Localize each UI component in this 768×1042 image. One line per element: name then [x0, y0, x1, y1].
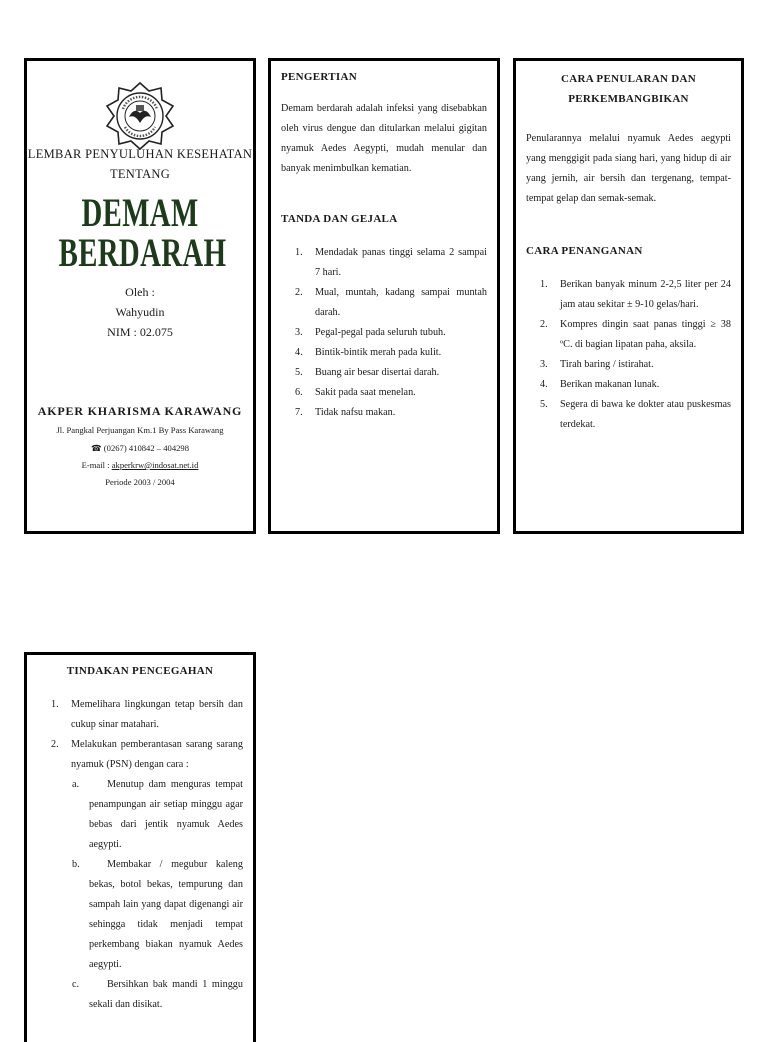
symptom-item-number: 2.: [295, 287, 303, 298]
symptom-item-number: 4.: [295, 347, 303, 358]
author-name: Wahyudin: [115, 305, 165, 319]
treatment-heading: CARA PENANGANAN: [526, 245, 643, 257]
prevention-item-number: 2.: [51, 739, 59, 750]
symptom-item-text: Mendadak panas tinggi selama 2 sampai 7 hari.: [315, 247, 487, 278]
treatment-item-text: Berikan banyak minum 2-2,5 liter per 24 jam atau sekitar ± 9-10 gelas/hari.: [560, 279, 731, 310]
cover-title-line2: TENTANG: [109, 167, 171, 181]
symptom-item-text: Pegal-pegal pada seluruh tubuh.: [315, 327, 446, 338]
symptom-item-text: Mual, muntah, kadang sampai muntah darah.: [315, 287, 487, 318]
definition-heading: PENGERTIAN: [281, 71, 357, 83]
treatment-item: [540, 275, 731, 315]
symptom-item: [295, 323, 487, 343]
prevention-item-text: Melakukan pemberantasan sarang sarang nyamuk (PSN) dengan cara :: [71, 739, 243, 770]
institution-name: AKPER KHARISMA KARAWANG: [37, 404, 243, 418]
treatment-item-number: 3.: [540, 359, 548, 370]
prevention-heading: TINDAKAN PENCEGAHAN: [66, 665, 214, 677]
transmission-text: Penularannya melalui nyamuk Aedes aegypti yang menggigit pada siang hari, yang hidup di air yang jernih, air bersih dan tergenang, tempat-tempat gelap dan semak-semak.: [526, 133, 731, 204]
prevention-sub-item-text: Membakar / megubur kaleng bekas, botol bekas, tempurung dan sampah lain yang dapat digenangi air sehingga tidak menjadi tempat perkembang biakan nyamuk Aedes aegypti.: [89, 859, 243, 970]
email-label: E-mail :: [81, 460, 112, 470]
prevention-item-number: 1.: [51, 699, 59, 710]
prevention-sub-item: [72, 855, 243, 975]
prevention-sub-item: [72, 975, 243, 1015]
main-title: DEMAM BERDARAH: [58, 190, 227, 275]
prevention-sub-item-text: Menutup dam menguras tempat penampungan air setiap minggu agar bebas dari jentik nyamuk Aedes aegypti.: [89, 779, 243, 850]
treatment-item: [540, 395, 731, 435]
prevention-sub-item-letter: b.: [72, 859, 80, 870]
institution-phone: ☎ (0267) 410842 – 404298: [90, 443, 190, 453]
treatment-item-number: 5.: [540, 399, 548, 410]
symptom-item: [295, 363, 487, 383]
symptoms-heading: TANDA DAN GEJALA: [281, 213, 398, 225]
symptom-item-text: Sakit pada saat menelan.: [315, 387, 416, 398]
symptom-item: [295, 343, 487, 363]
treatment-item: [540, 315, 731, 355]
transmission-heading-line1: CARA PENULARAN DAN: [561, 73, 696, 85]
symptom-item-text: Bintik-bintik merah pada kulit.: [315, 347, 442, 358]
definition-text: Demam berdarah adalah infeksi yang disebabkan oleh virus dengue dan ditularkan melalui gigitan nyamuk Aedes Aegypti, mudah menular dan banyak menimbulkan kematian.: [281, 103, 487, 174]
prevention-item: [51, 695, 243, 735]
period-text: Periode 2003 / 2004: [105, 477, 175, 487]
treatment-item: [540, 375, 731, 395]
transmission-heading-line2: PERKEMBANGBIKAN: [568, 93, 689, 105]
institution-address: Jl. Pangkal Perjuangan Km.1 By Pass Karawang: [56, 425, 224, 435]
cover-panel: [24, 58, 256, 534]
prevention-sub-item-text: Bersihkan bak mandi 1 minggu sekali dan disikat.: [89, 979, 243, 1010]
prevention-panel: [24, 652, 256, 1042]
prevention-sub-item: [72, 775, 243, 855]
prevention-sub-item-letter: a.: [72, 779, 80, 790]
treatment-item: [540, 355, 731, 375]
symptom-item-text: Tidak nafsu makan.: [315, 407, 396, 418]
symptom-item: [295, 403, 487, 423]
symptom-item-text: Buang air besar disertai darah.: [315, 367, 440, 378]
symptoms-list: [281, 243, 487, 423]
symptom-item-number: 6.: [295, 387, 303, 398]
institution-email: [27, 460, 253, 470]
symptom-item: [295, 383, 487, 403]
prevention-sub-item-letter: c.: [72, 979, 80, 990]
institution-seal-icon: [99, 81, 181, 151]
symptom-item: [295, 283, 487, 323]
treatment-list: [526, 275, 731, 435]
definition-panel: [268, 58, 500, 534]
prevention-item-text: Memelihara lingkungan tetap bersih dan cukup sinar matahari.: [71, 699, 243, 730]
email-link[interactable]: akperkrw@indosat.net.id: [111, 460, 199, 470]
treatment-item-text: Tirah baring / istirahat.: [560, 359, 654, 370]
prevention-list: [37, 695, 243, 1015]
prevention-sub-list: [71, 775, 243, 1015]
treatment-item-number: 2.: [540, 319, 548, 330]
symptom-item-number: 3.: [295, 327, 303, 338]
symptom-item-number: 5.: [295, 367, 303, 378]
symptom-item-number: 1.: [295, 247, 303, 258]
treatment-item-text: Berikan makanan lunak.: [560, 379, 660, 390]
treatment-item-text: Kompres dingin saat panas tinggi ≥ 38 ºC. di bagian lipatan paha, aksila.: [560, 319, 731, 350]
treatment-item-number: 4.: [540, 379, 548, 390]
treatment-item-text: Segera di bawa ke dokter atau puskesmas terdekat.: [560, 399, 731, 430]
symptom-item-number: 7.: [295, 407, 303, 418]
treatment-item-number: 1.: [540, 279, 548, 290]
author-nim: NIM : 02.075: [107, 325, 173, 339]
author-label: Oleh :: [125, 285, 155, 299]
symptom-item: [295, 243, 487, 283]
transmission-panel: [513, 58, 744, 534]
prevention-item: [51, 735, 243, 1015]
cover-title-line1: LEMBAR PENYULUHAN KESEHATAN: [27, 147, 253, 161]
